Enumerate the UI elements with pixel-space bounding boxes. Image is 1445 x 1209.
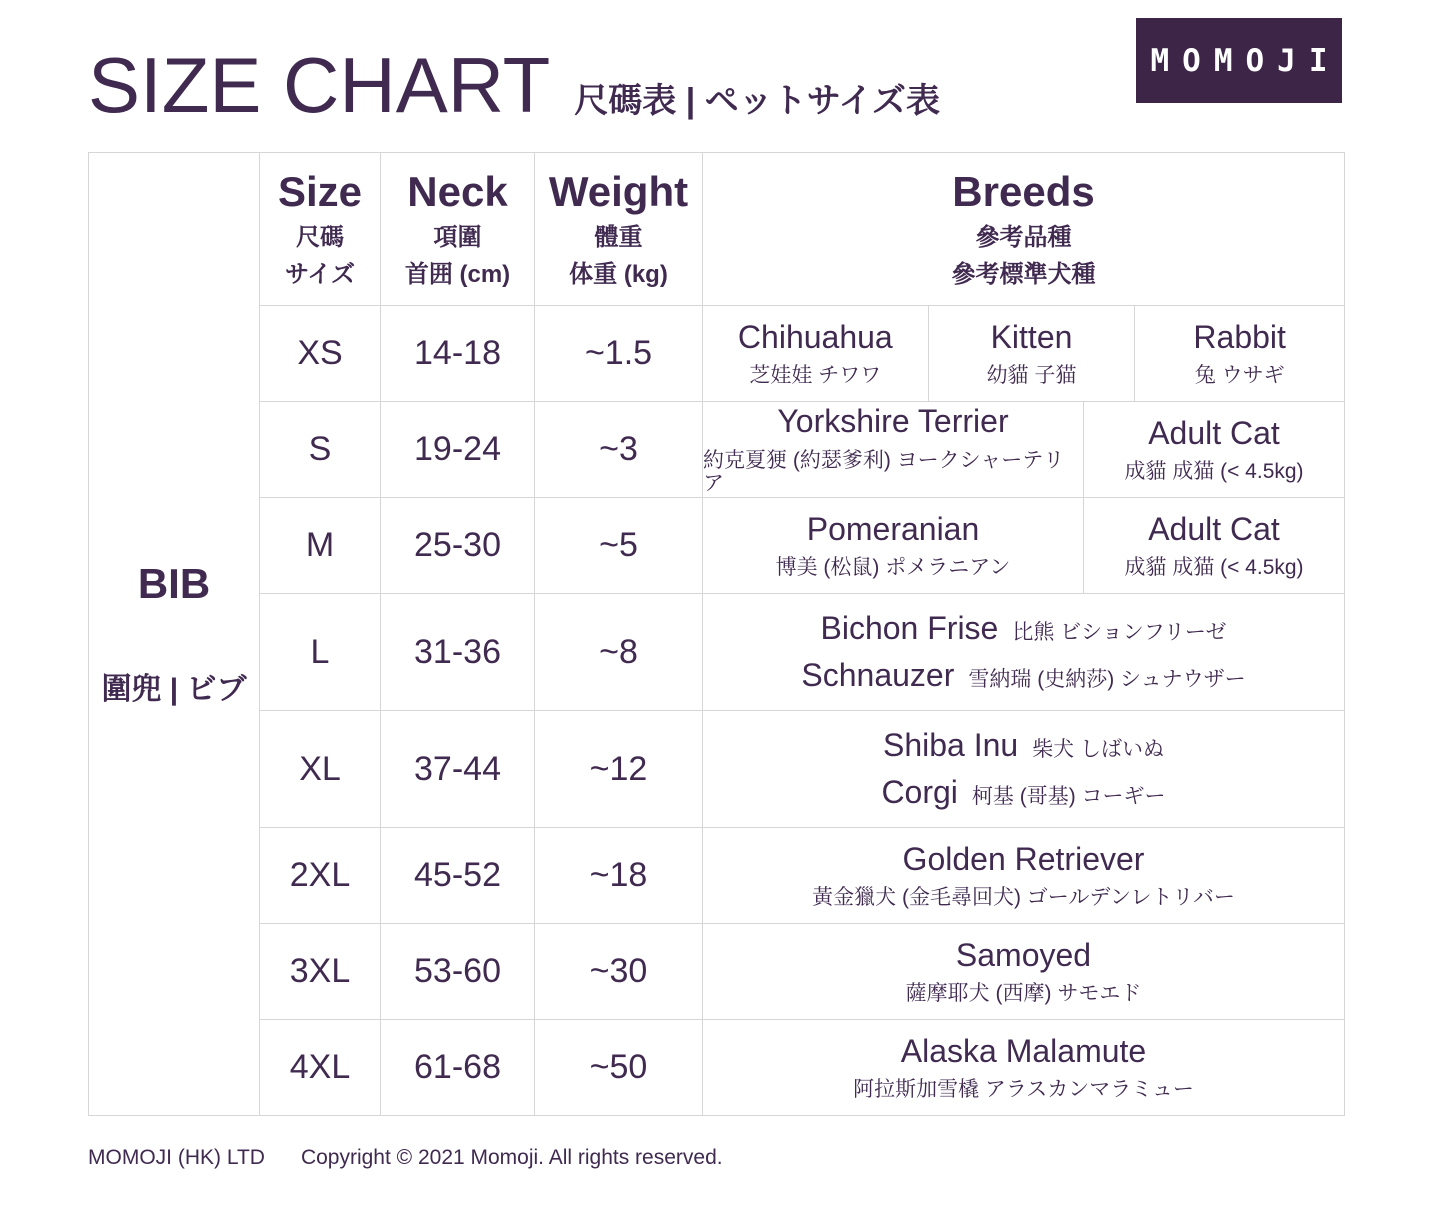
neck-value: 37-44: [380, 711, 534, 827]
header-neck-en: Neck: [407, 167, 508, 215]
neck-value: 61-68: [380, 1020, 534, 1115]
breed-name-en: Kitten: [990, 318, 1073, 355]
weight-value: ~5: [534, 498, 702, 593]
neck-value: 53-60: [380, 924, 534, 1019]
breed-item: [853, 1034, 1194, 1101]
breed-item: [883, 728, 1164, 763]
breed-name-en: Samoyed: [955, 936, 1092, 973]
breed-name-en: Yorkshire Terrier: [777, 403, 1009, 440]
header-size-ja: サイズ: [284, 261, 356, 289]
neck-value: 19-24: [380, 402, 534, 497]
breed-name-cjk: 芝娃娃 チワワ: [749, 364, 882, 388]
breed-name-en: Adult Cat: [1148, 414, 1280, 451]
weight-value: ~3: [534, 402, 702, 497]
breed-name-cjk: 成貓 成猫 (< 4.5kg): [1124, 556, 1304, 580]
header-neck-zh: 項圍: [433, 224, 482, 252]
neck-value: 31-36: [380, 594, 534, 710]
breeds-cell: [702, 711, 1344, 827]
momoji-logo: [1136, 18, 1342, 103]
weight-value: ~1.5: [534, 306, 702, 401]
size-value: 2XL: [289, 856, 351, 894]
header-neck-ja: 首囲 (cm): [404, 261, 511, 289]
breeds-cell: [702, 306, 1344, 401]
breed-name-cjk: 雪納瑞 (史納莎) シュナウザー: [968, 668, 1246, 692]
breed-item: [1083, 498, 1344, 593]
header-cell-neck: [380, 153, 534, 305]
header-weight-en: Weight: [548, 167, 689, 215]
momoji-logo-text: MOMOJI: [1150, 42, 1341, 79]
footer-copyright: Copyright © 2021 Momoji. All rights reserved.: [300, 1146, 723, 1169]
table-row-s: [260, 401, 1344, 497]
breed-name-en: Alaska Malamute: [900, 1032, 1147, 1069]
product-name: BIB: [137, 560, 211, 607]
size-value: M: [305, 526, 335, 564]
header-size-zh: 尺碼: [296, 224, 344, 252]
weight-value: ~30: [534, 924, 702, 1019]
neck-value: 14-18: [380, 306, 534, 401]
table-grid: [260, 153, 1344, 1115]
breed-item: [703, 402, 1083, 497]
page-title: SIZE CHART: [88, 41, 551, 129]
table-row-4xl: [260, 1019, 1344, 1115]
breed-name-cjk: 約克夏㹴 (約瑟爹利) ヨークシャーテリア: [703, 448, 1065, 495]
breed-item: [821, 611, 1227, 646]
header-breeds-en: Breeds: [952, 167, 1095, 215]
product-cell: [89, 153, 260, 1115]
table-row-2xl: [260, 827, 1344, 923]
breeds-cell: [702, 594, 1344, 710]
breed-name-cjk: 薩摩耶犬 (西摩) サモエド: [905, 982, 1142, 1006]
neck-value: 25-30: [380, 498, 534, 593]
table-row-l: [260, 593, 1344, 710]
breed-name-en: Bichon Frise: [820, 609, 999, 646]
breed-name-en: Golden Retriever: [902, 840, 1145, 877]
table-header-row: [260, 153, 1344, 305]
page-subtitle: 尺碼表 | ペットサイズ表: [574, 82, 940, 120]
breed-item: [906, 938, 1142, 1005]
header-size-en: Size: [277, 167, 363, 215]
breed-name-cjk: 兔 ウサギ: [1194, 364, 1285, 388]
table-row-xs: [260, 305, 1344, 401]
header-cell-breeds: [702, 153, 1344, 305]
breeds-cell: [702, 498, 1344, 593]
header-cell-weight: [534, 153, 702, 305]
breed-name-cjk: 比熊 ビションフリーゼ: [1012, 620, 1227, 644]
breed-item: [703, 306, 928, 401]
size-value: XL: [299, 749, 341, 788]
breeds-cell: [702, 1020, 1344, 1115]
breed-name-cjk: 柯基 (哥基) コーギー: [971, 785, 1166, 809]
breed-name-en: Rabbit: [1193, 318, 1286, 355]
breed-item: [801, 658, 1245, 693]
breed-name-en: Corgi: [881, 774, 958, 811]
breed-name-cjk: 阿拉斯加雪橇 アラスカンマラミュー: [853, 1078, 1194, 1102]
size-value: 3XL: [289, 952, 351, 990]
header-cell-size: [260, 153, 380, 305]
breed-name-cjk: 黃金獵犬 (金毛尋回犬) ゴールデンレトリバー: [812, 886, 1235, 910]
neck-value: 45-52: [380, 828, 534, 923]
breeds-cell: [702, 828, 1344, 923]
breed-item: [1134, 306, 1344, 401]
page-footer: [88, 1146, 723, 1170]
breed-name-en: Pomeranian: [806, 510, 980, 547]
table-row-3xl: [260, 923, 1344, 1019]
weight-value: ~18: [534, 828, 702, 923]
product-name-cjk: 圍兜 | ビブ: [101, 673, 247, 706]
breed-name-en: Adult Cat: [1148, 510, 1280, 547]
breeds-cell: [702, 402, 1344, 497]
breed-name-en: Shiba Inu: [882, 726, 1019, 763]
breed-name-cjk: 成貓 成猫 (< 4.5kg): [1124, 460, 1304, 484]
size-value: XS: [297, 334, 343, 372]
size-value: S: [308, 430, 332, 468]
breed-name-en: Schnauzer: [801, 657, 955, 694]
table-row-m: [260, 497, 1344, 593]
header-breeds-zh: 參考品種: [975, 224, 1072, 252]
header-weight-ja: 体重 (kg): [569, 261, 668, 289]
size-value: L: [310, 632, 330, 671]
breed-item: [812, 842, 1235, 909]
breed-name-cjk: 柴犬 しばいぬ: [1032, 737, 1165, 761]
breeds-cell: [702, 924, 1344, 1019]
breed-name-en: Chihuahua: [737, 318, 893, 355]
breed-item: [703, 498, 1083, 593]
breed-item: [928, 306, 1135, 401]
header-weight-zh: 體重: [594, 224, 643, 252]
breed-item: [1083, 402, 1344, 497]
footer-company: MOMOJI (HK) LTD: [88, 1146, 265, 1169]
breed-name-cjk: 幼貓 子猫: [986, 364, 1077, 388]
size-chart-table: [88, 152, 1345, 1116]
header-breeds-ja: 參考標準犬種: [951, 261, 1096, 289]
table-row-xl: [260, 710, 1344, 827]
weight-value: ~8: [534, 594, 702, 710]
weight-value: ~50: [534, 1020, 702, 1115]
breed-item: [881, 775, 1165, 810]
weight-value: ~12: [534, 711, 702, 827]
breed-name-cjk: 博美 (松鼠) ポメラニアン: [775, 556, 1011, 580]
size-value: 4XL: [289, 1048, 351, 1086]
